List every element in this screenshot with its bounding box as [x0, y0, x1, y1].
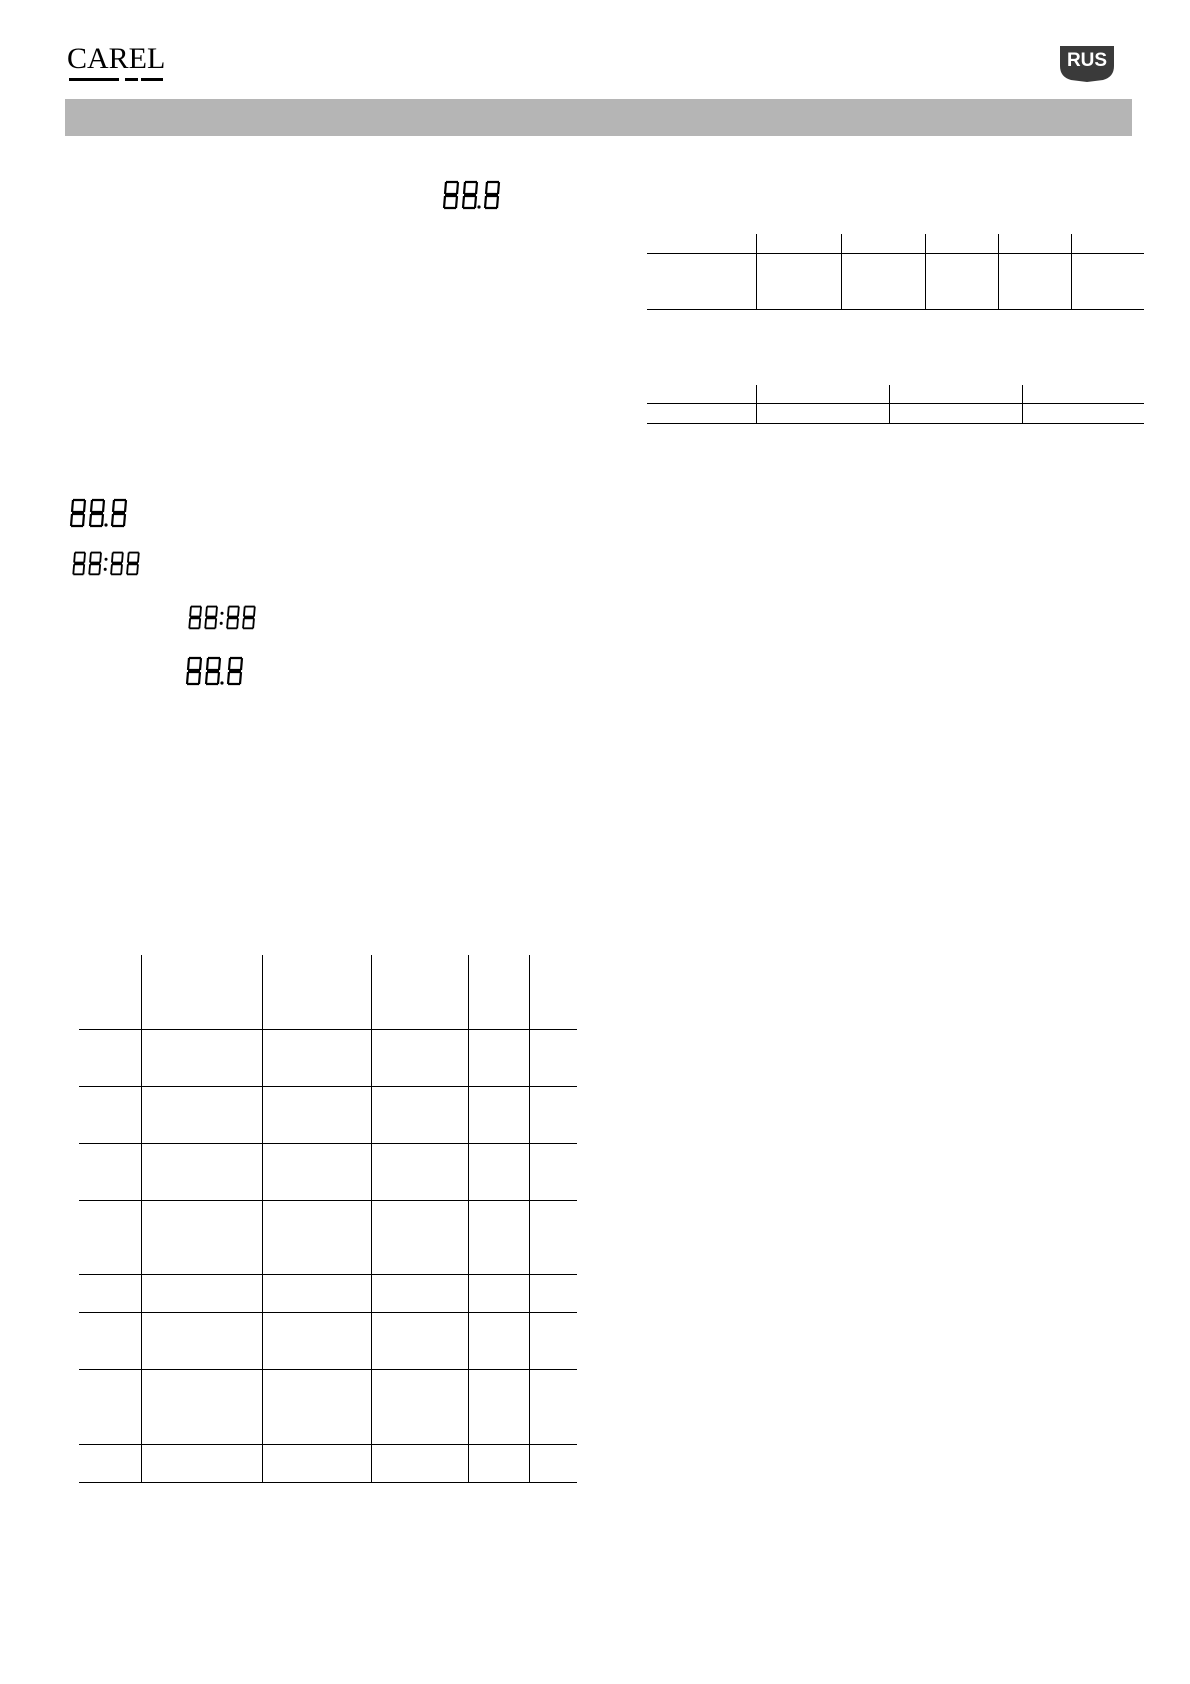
display-888-icon: [69, 498, 131, 528]
table-1-col-divider: [998, 234, 999, 310]
language-badge-label: RUS: [1066, 50, 1108, 71]
table-2-header-rule: [647, 403, 1144, 404]
logo-text: CAREL: [67, 42, 166, 75]
display-888-icon: [442, 180, 504, 210]
logo-underline-mid: [125, 78, 138, 81]
table-3-col-divider: [262, 955, 263, 1483]
table-1-col-divider: [756, 234, 757, 310]
table-3-row-rule: [79, 1274, 577, 1275]
language-badge: [1057, 44, 1117, 82]
section-title-bar: [65, 99, 1132, 136]
table-3-col-divider: [468, 955, 469, 1483]
table-3-row-rule: [79, 1029, 577, 1030]
table-3-row-rule: [79, 1444, 577, 1445]
table-2-col-divider: [1022, 385, 1023, 424]
table-3-row-rule: [79, 1312, 577, 1313]
table-3-col-divider: [141, 955, 142, 1483]
table-3-row-rule: [79, 1369, 577, 1370]
logo-underline-right: [141, 78, 163, 81]
table-1-header-rule: [647, 253, 1144, 254]
display-888-icon: [185, 656, 247, 686]
table-3-row-rule: [79, 1086, 577, 1087]
table-3-row-rule: [79, 1200, 577, 1201]
table-3-bottom-rule: [79, 1482, 577, 1483]
table-1-bottom-rule: [647, 309, 1144, 310]
display-clock-icon: [185, 604, 263, 632]
table-2-col-divider: [756, 385, 757, 424]
table-1-col-divider: [925, 234, 926, 310]
table-3-col-divider: [371, 955, 372, 1483]
table-1-col-divider: [1071, 234, 1072, 310]
logo-underline-left: [69, 78, 119, 81]
display-clock-icon: [69, 550, 147, 578]
table-3-col-divider: [529, 955, 530, 1483]
table-2-bottom-rule: [647, 423, 1144, 424]
table-1-col-divider: [841, 234, 842, 310]
table-2-col-divider: [889, 385, 890, 424]
table-3-row-rule: [79, 1143, 577, 1144]
carel-logo: [67, 42, 166, 82]
